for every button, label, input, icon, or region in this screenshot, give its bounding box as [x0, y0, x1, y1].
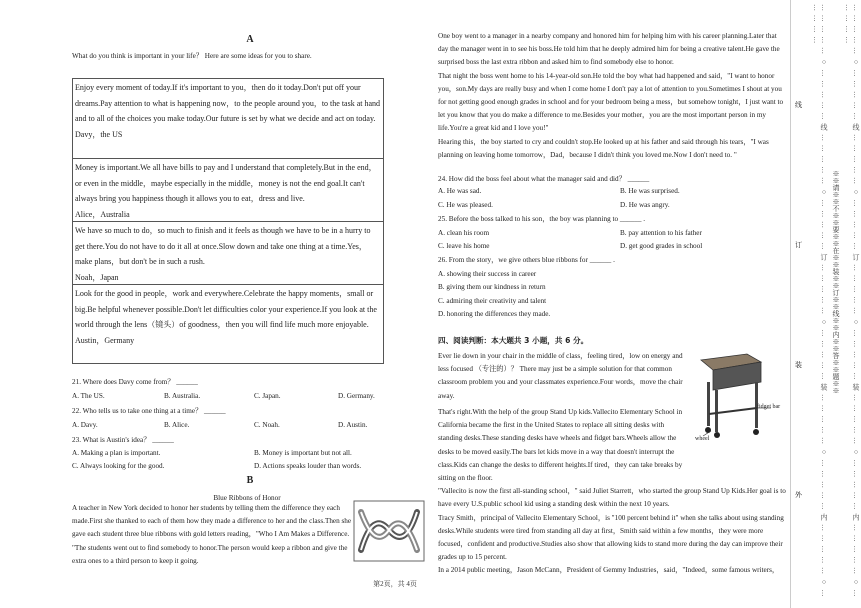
option-a[interactable]: A. clean his room	[438, 229, 490, 237]
option-d[interactable]: D. He was angry.	[620, 201, 670, 209]
wheel-label: wheel	[695, 436, 710, 442]
question-25: 25. Before the boss talked to his son，the boy was planning to ______ .	[438, 215, 646, 223]
opinion-author: Noah，Japan	[75, 273, 119, 283]
option-a[interactable]: A. showing their success in career	[438, 270, 537, 278]
passage-paragraph-2: That's right.With the help of the group Stand Up kids.Vallecito Elementary School in California became the first in the United States to replace all sitting desks with standing desks.These standing desks have wheels and fidget bars.Wheels allow the desks to be moved easily.The bars let kids move in a way that doesn't interrupt the class.Kids can change the desks to different heights.If tired，they can take breaks by sitting on the floor.	[438, 408, 683, 483]
story-title: Blue Ribbons of Honor	[213, 494, 281, 502]
outer-dotted-line	[844, 4, 860, 604]
passage-paragraph-1: Ever lie down in your chair in the middle of class，feeling tired，low on energy and less focused （专注的）？ There may just be a simple solution for that common classroom problem you and your classmates experience.Four words，move the chair away.	[438, 352, 683, 400]
opinion-box-austin	[73, 285, 383, 363]
question-22: 22. Who tells us to take one thing at a time？ ______	[72, 407, 226, 415]
outer-label-bind: 订	[795, 241, 802, 249]
opinion-table	[72, 78, 384, 364]
question-21: 21. Where does Davy come from？ ______	[72, 378, 198, 386]
page-number: 第2页，共 4页	[373, 580, 417, 588]
question-26: 26. From the story，we give others blue ribbons for ______ .	[438, 256, 615, 264]
opinion-text: Enjoy every moment of today.If it's important to you，then do it today.Don't put off your dreams.Pay attention to what is happening now，to the people around you，to the task at hand and to all of the choices you make today.Our future is set by what we decide and act on today.	[75, 83, 381, 124]
option-b[interactable]: B. Money is important but not all.	[254, 449, 352, 457]
story-paragraph-1: A teacher in New York decided to honor her students by telling them the difference they each made.First she thanked to each of them how they made a difference to her and the class.Then she gave each student three blue ribbons with gold letters reading，"Who I Am Makes a Difference. "The students went out to find somebody to honor.The person would keep a ribbon and give the extra ones to a third person to keep it going.	[72, 504, 352, 565]
opinion-author: Davy，the US	[75, 130, 123, 140]
passage-paragraph-4: Tracy Smith，principal of Vallecito Elementary School，is "100 percent behind it" when she talks about using standing desks.While students were tired from standing all day at first，Smith said within a few months，they were more focused，confident and productive.Studies also show that allowing kids to stand more during the day can improve their grades up to 15 percent.	[438, 513, 784, 562]
dot-pattern: … … … … … ○ … … … … … 线 … … … … … ○ … … … … … 订 … … … … … ○ … … … … … 装 … … … … … ○ … … … … … 内 … … … … … ○ … … … … …	[812, 4, 828, 598]
standing-desk-figure	[695, 352, 783, 446]
option-c[interactable]: C. admiring their creativity and talent	[438, 297, 547, 305]
section-a-intro: What do you think is important in your life？ Here are some ideas for you to share.	[72, 52, 312, 60]
fidget-bar-label: fidget bar	[757, 404, 781, 410]
inner-dotted-line	[812, 4, 828, 604]
story-paragraph-3: That night the boss went home to his 14-year-old son.He told the boy what had happened and said，"I want to honor you，son.My days are really busy and when I come home I don't pay a lot of attention to you.Sometimes I shout at you for not getting good enough grades in school and for your bedroom being a mess，but somehow tonight，I just want to let you know that you do make a difference to me.Besides your mother，you are the most important person in my life.You're a great kid and I love you!"	[438, 71, 784, 133]
option-c[interactable]: C. Noah.	[254, 421, 280, 429]
option-b[interactable]: B. Australia.	[164, 392, 201, 400]
story-paragraph-4: Hearing this，the boy started to cry and couldn't stop.He looked up at his father and said through his tears，"I was planning on leaving home tomorrow，Dad，because I didn't think you loved me.Now I don't need to. "	[438, 137, 769, 159]
opinion-box-davy	[73, 79, 383, 159]
option-d[interactable]: D. honoring the differences they made.	[438, 310, 551, 318]
opinion-text: Money is important.We all have bills to pay and I understand that completely.But in the end，or even in the middle，maybe especially in the middle，money is not the end goal.It can't always bring you happiness though it allows you to eat，dress and live.	[75, 163, 377, 204]
right-column-text	[438, 30, 788, 162]
option-d[interactable]: D. get good grades in school	[620, 242, 703, 250]
opinion-author: Austin，Germany	[75, 336, 135, 346]
section-four-heading: 四、阅读判断：本大题共 3 小题，共 6 分。	[438, 336, 589, 345]
passage-paragraph-5: In a 2014 public meeting，Jason McCann，President of Gemmy Industries，said，"Indeed，some famous writers，	[438, 566, 780, 575]
no-answer-warning: ※※请※※不※※要※※在※※装※※订※※线※※内※※答※※题※※	[832, 170, 840, 394]
opinion-box-alice	[73, 159, 383, 222]
story-paragraph-2: One boy went to a manager in a nearby company and honored him for helping him with his career planning.Later that day the manager went in to see his boss.He told him that he deeply admired him for being a creative talent.He gave the surprised boss the last extra ribbon and asked him to find somebody else to honor.	[438, 32, 780, 67]
outer-label-line: 线	[795, 101, 802, 109]
option-c[interactable]: C. leave his home	[438, 242, 490, 250]
section-b-heading: B	[246, 475, 254, 486]
passage-paragraph-3: "Vallecito is now the first all-standing school，" said Juliet Starrett，who started the group Stand Up Kids.Her goal is to have every U.S.public school kid using a standing desk within the next 10 years.	[438, 487, 786, 509]
option-c[interactable]: C. Japan.	[254, 392, 281, 400]
option-d[interactable]: D. Austin.	[338, 421, 368, 429]
option-a[interactable]: A. He was sad.	[438, 187, 482, 195]
option-c[interactable]: C. Always looking for the good.	[72, 462, 165, 470]
option-d[interactable]: D. Actions speaks louder than words.	[254, 462, 362, 470]
passage-top	[438, 350, 690, 403]
question-23: 23. What is Austin's idea？ ______	[72, 436, 174, 444]
outer-label-seal: 装	[795, 361, 802, 369]
question-24: 24. How did the boss feel about what the manager said and did？ ______	[438, 175, 650, 183]
opinion-author: Alice，Australia	[75, 210, 130, 220]
option-b[interactable]: B. giving them our kindness in return	[438, 283, 546, 291]
binding-margin	[790, 0, 861, 608]
opinion-text: Look for the good in people，work and everywhere.Celebrate the happy moments，small or big.Be helpful whenever possible.Don't let difficulties color your experience.If you look at the world through the lens（镜头）of goodness，then you will find life much more enjoyable.	[75, 289, 377, 330]
dot-pattern: … … … … … ○ … … … … … 线 … … … … … ○ … … … … … 订 … … … … … ○ … … … … … 装 … … … … … ○ … … … … … 内 … … … … … ○ … … … … …	[844, 4, 860, 598]
option-b[interactable]: B. Alice.	[164, 421, 190, 429]
option-a[interactable]: A. Davy.	[72, 421, 98, 429]
option-c[interactable]: C. He was pleased.	[438, 201, 493, 209]
outer-label-outside: 外	[795, 491, 802, 499]
option-a[interactable]: A. Making a plan is important.	[72, 449, 161, 457]
opinion-box-noah	[73, 222, 383, 285]
section-a-heading: A	[246, 34, 254, 45]
option-d[interactable]: D. Germany.	[338, 392, 375, 400]
option-b[interactable]: B. He was surprised.	[620, 187, 680, 195]
ribbon-illustration	[353, 500, 425, 562]
option-b[interactable]: B. pay attention to his father	[620, 229, 702, 237]
opinion-text: We have so much to do，so much to finish and it feels as though we have to be in a hurry to get there.You do not have to do it all at once.Slow down and take one thing at a time.Yes，make plans，but don't be in such a rush.	[75, 226, 371, 267]
option-a[interactable]: A. The US.	[72, 392, 105, 400]
